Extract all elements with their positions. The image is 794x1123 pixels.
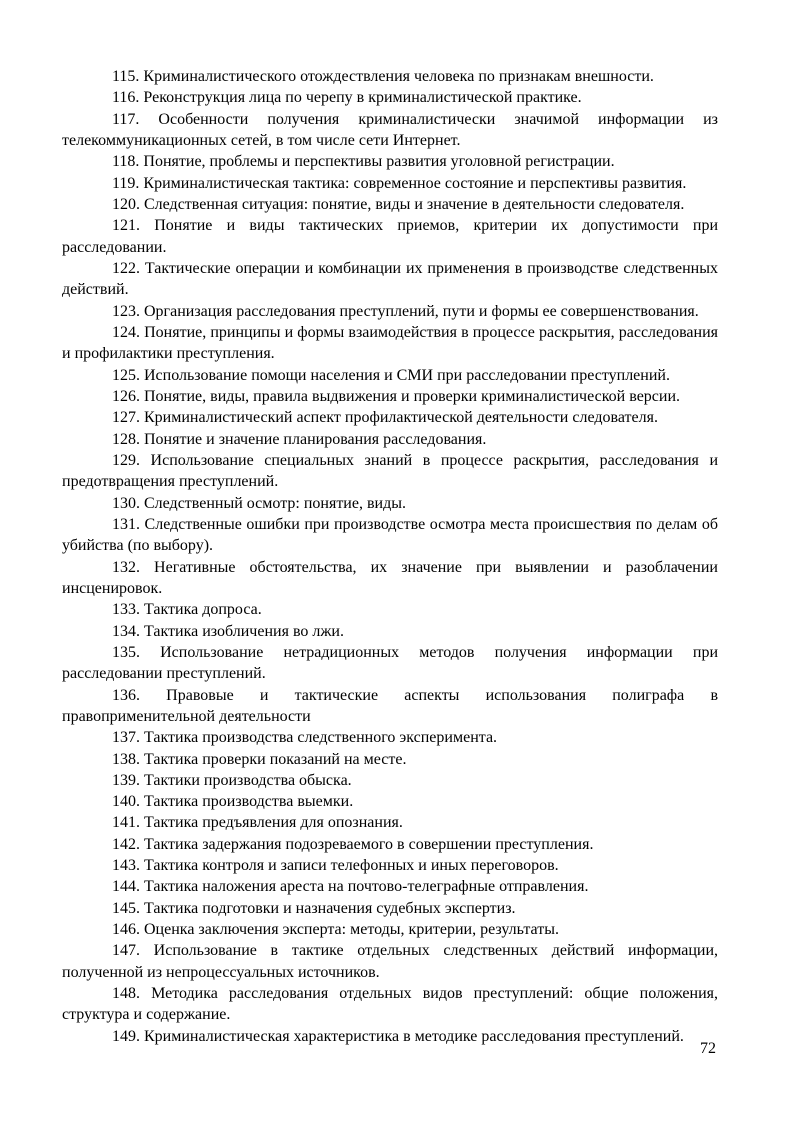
list-item: 148. Методика расследования отдельных видов преступлений: общие положения, структура и содержание. (62, 985, 718, 1024)
list-item: 136. Правовые и тактические аспекты использования полиграфа в правоприменительной деятельности (62, 686, 718, 725)
list-item: 138. Тактика проверки показаний на месте. (112, 750, 407, 768)
list-item: 130. Следственный осмотр: понятие, виды. (112, 494, 406, 512)
list-item: 117. Особенности получения криминалистически значимой информации из телекоммуникационных сетей, в том числе сети Интернет. (62, 110, 718, 149)
list-item: 142. Тактика задержания подозреваемого в совершении преступления. (112, 835, 594, 853)
list-item: 129. Использование специальных знаний в процессе раскрытия, расследования и предотвращения преступлений. (62, 451, 718, 491)
list-item: 125. Использование помощи населения и СМИ при расследовании преступлений. (112, 366, 670, 384)
question-list (62, 66, 718, 1047)
list-item: 119. Криминалистическая тактика: современное состояние и перспективы развития. (112, 174, 687, 192)
list-item: 145. Тактика подготовки и назначения судебных экспертиз. (112, 899, 516, 917)
list-item: 137. Тактика производства следственного эксперимента. (112, 729, 498, 747)
list-item: 144. Тактика наложения ареста на почтово-телеграфные отправления. (112, 878, 589, 896)
list-item: 133. Тактика допроса. (112, 601, 262, 619)
list-item: 120. Следственная ситуация: понятие, виды и значение в деятельности следователя. (112, 195, 685, 213)
list-item: 116. Реконструкция лица по черепу в криминалистической практике. (112, 89, 582, 107)
list-item: 139. Тактики производства обыска. (112, 771, 352, 789)
list-item: 135. Использование нетрадиционных методов получения информации при расследовании преступлений. (62, 643, 718, 683)
list-item: 146. Оценка заключения эксперта: методы, критерии, результаты. (112, 921, 559, 939)
list-item: 147. Использование в тактике отдельных следственных действий информации, полученной из непроцессуальных источников. (62, 942, 718, 981)
list-item: 134. Тактика изобличения во лжи. (112, 622, 344, 640)
list-item: 131. Следственные ошибки при производстве осмотра места происшествия по делам об убийства (по выбору). (62, 515, 718, 555)
page-number: 72 (700, 1040, 716, 1057)
list-item: 143. Тактика контроля и записи телефонных и иных переговоров. (112, 857, 559, 875)
list-item: 128. Понятие и значение планирования расследования. (112, 430, 487, 448)
list-item: 122. Тактические операции и комбинации их применения в производстве следственных действий. (62, 259, 718, 299)
list-item: 141. Тактика предъявления для опознания. (112, 814, 403, 832)
list-item: 132. Негативные обстоятельства, их значение при выявлении и разоблачении инсценировок. (62, 558, 718, 597)
list-item: 118. Понятие, проблемы и перспективы развития уголовной регистрации. (112, 153, 615, 171)
list-item: 127. Криминалистический аспект профилактической деятельности следователя. (112, 409, 658, 427)
list-item: 126. Понятие, виды, правила выдвижения и проверки криминалистической версии. (112, 387, 681, 405)
list-item: 124. Понятие, принципы и формы взаимодействия в процессе раскрытия, расследования и профилактики преступления. (62, 323, 718, 363)
list-item: 140. Тактика производства выемки. (112, 793, 354, 811)
list-item: 149. Криминалистическая характеристика в методике расследования преступлений. (112, 1027, 684, 1045)
list-item: 123. Организация расследования преступлений, пути и формы ее совершенствования. (112, 302, 699, 320)
list-item: 121. Понятие и виды тактических приемов, критерии их допустимости при расследовании. (62, 217, 718, 256)
list-item: 115. Криминалистического отождествления человека по признакам внешности. (112, 68, 654, 85)
